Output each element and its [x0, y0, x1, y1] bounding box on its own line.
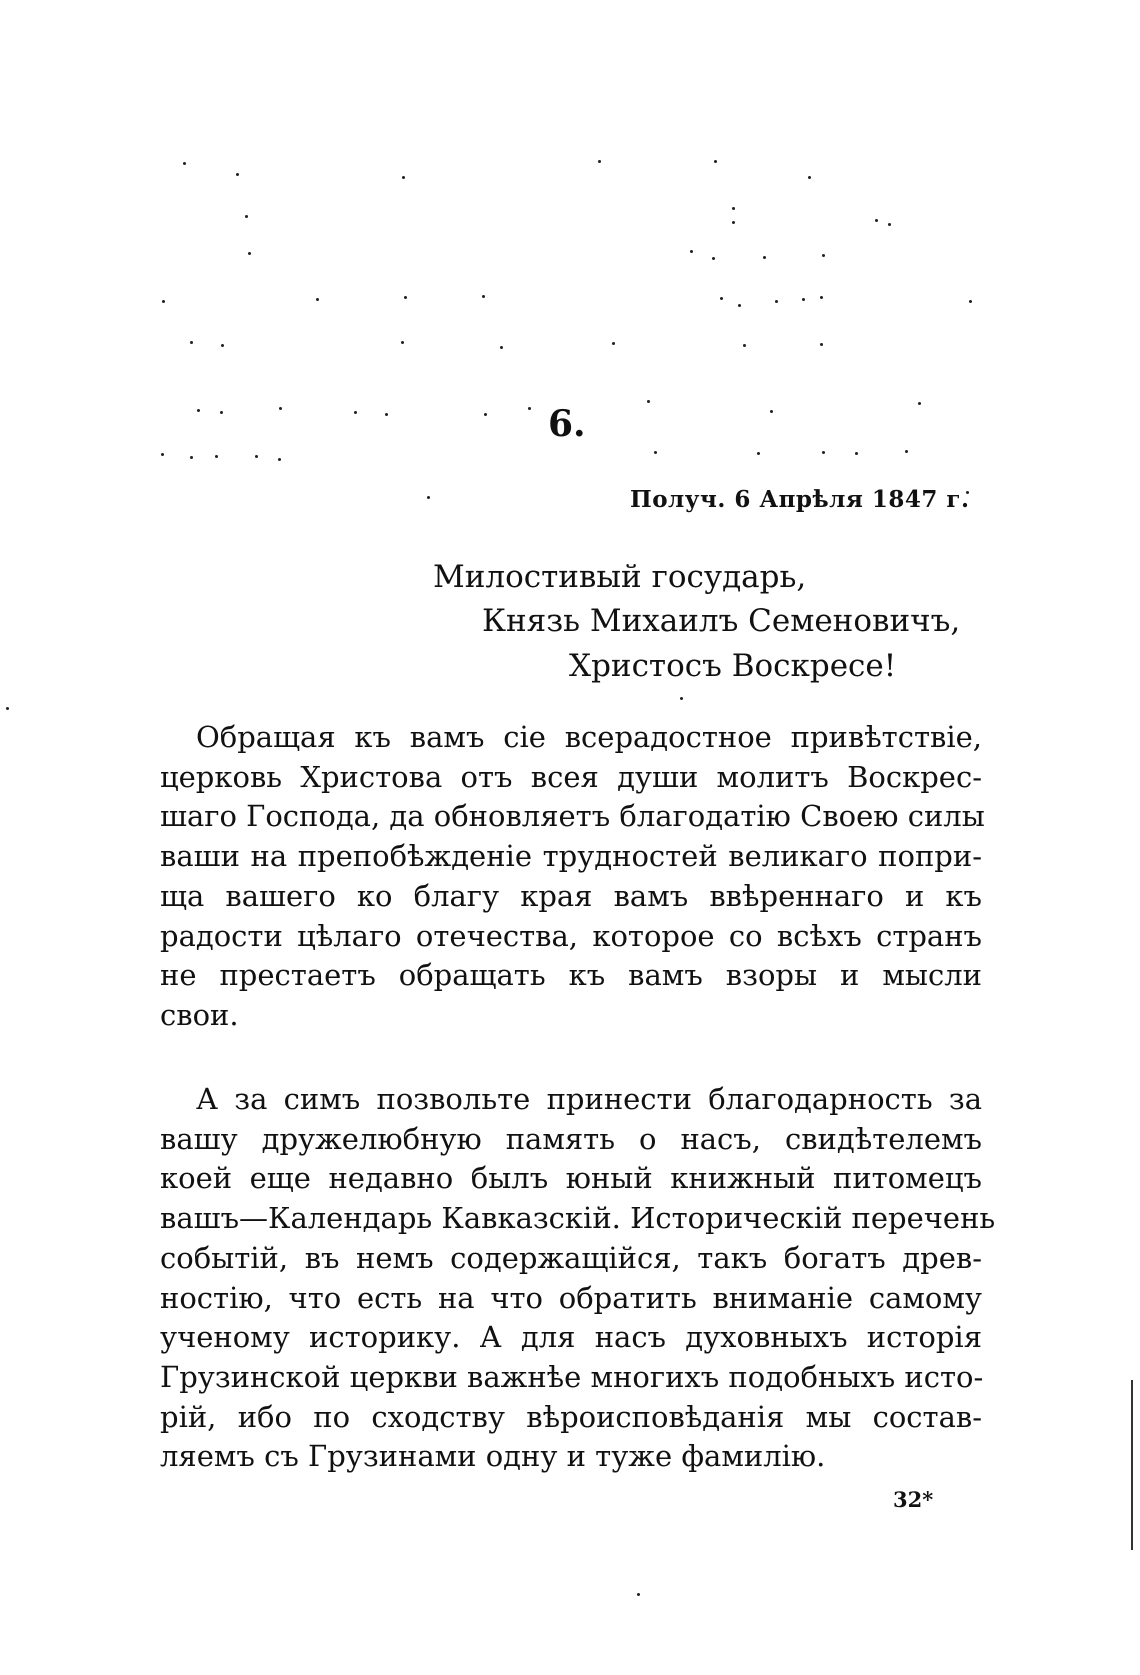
- paragraph-line: Обращая къ вамъ сіе всерадостное привѣтствіе,: [196, 720, 982, 754]
- paragraph-line: А за симъ позвольте принести благодарность за: [196, 1082, 982, 1116]
- paragraph-line: Грузинской церкви важнѣе многихъ подобныхъ исто-: [160, 1359, 984, 1394]
- paragraph-line: не престаетъ обращать къ вамъ взоры и мысли: [160, 958, 982, 993]
- paragraph-2: [160, 1080, 996, 1477]
- paragraph-line: свои.: [160, 997, 239, 1032]
- paragraph-line: ностію, что есть на что обратить вниманіе самому: [160, 1280, 982, 1315]
- paragraph-line: рій, ибо по сходству вѣроисповѣданія мы состав-: [160, 1399, 982, 1434]
- paragraph-line: вашъ—Календарь Кавказскій. Историческій перечень: [160, 1201, 996, 1236]
- greeting-line-2: Князь Михаилъ Семеновичъ,: [482, 603, 961, 639]
- paragraph-line: коей еще недавно былъ юный книжный питомецъ: [160, 1161, 982, 1196]
- paragraph-line: радости цѣлаго отечества, которое со всѣхъ странъ: [160, 918, 982, 953]
- paragraph-line: шаго Господа, да обновляетъ благодатію Своею силы: [160, 799, 985, 834]
- letter-number: 6.: [548, 403, 586, 445]
- paragraph-line: ща вашего ко благу края вамъ ввѣреннаго и къ: [160, 878, 982, 913]
- paragraph-line: вашу дружелюбную память о насъ, свидѣтелемъ: [160, 1121, 982, 1156]
- paragraph-1: [160, 718, 985, 1036]
- paragraph-line: церковь Христова отъ всея души молитъ Воскрес-: [160, 759, 982, 794]
- page-number: 32*: [893, 1487, 934, 1512]
- greeting-line-3: Христосъ Воскресе!: [569, 648, 897, 684]
- received-date-note: Получ. 6 Апрѣля 1847 г.: [630, 486, 970, 513]
- paragraph-line: ляемъ съ Грузинами одну и туже фамилію.: [160, 1439, 826, 1474]
- paragraph-line: событій, въ немъ содержащійся, такъ богатъ древ-: [160, 1240, 982, 1275]
- greeting-line-1: Милостивый государь,: [433, 559, 807, 595]
- scan-edge-line: [1131, 1380, 1133, 1550]
- paragraph-line: ваши на препобѣжденіе трудностей великаго попри-: [160, 839, 982, 874]
- paragraph-line: ученому историку. А для насъ духовныхъ исторія: [160, 1320, 982, 1355]
